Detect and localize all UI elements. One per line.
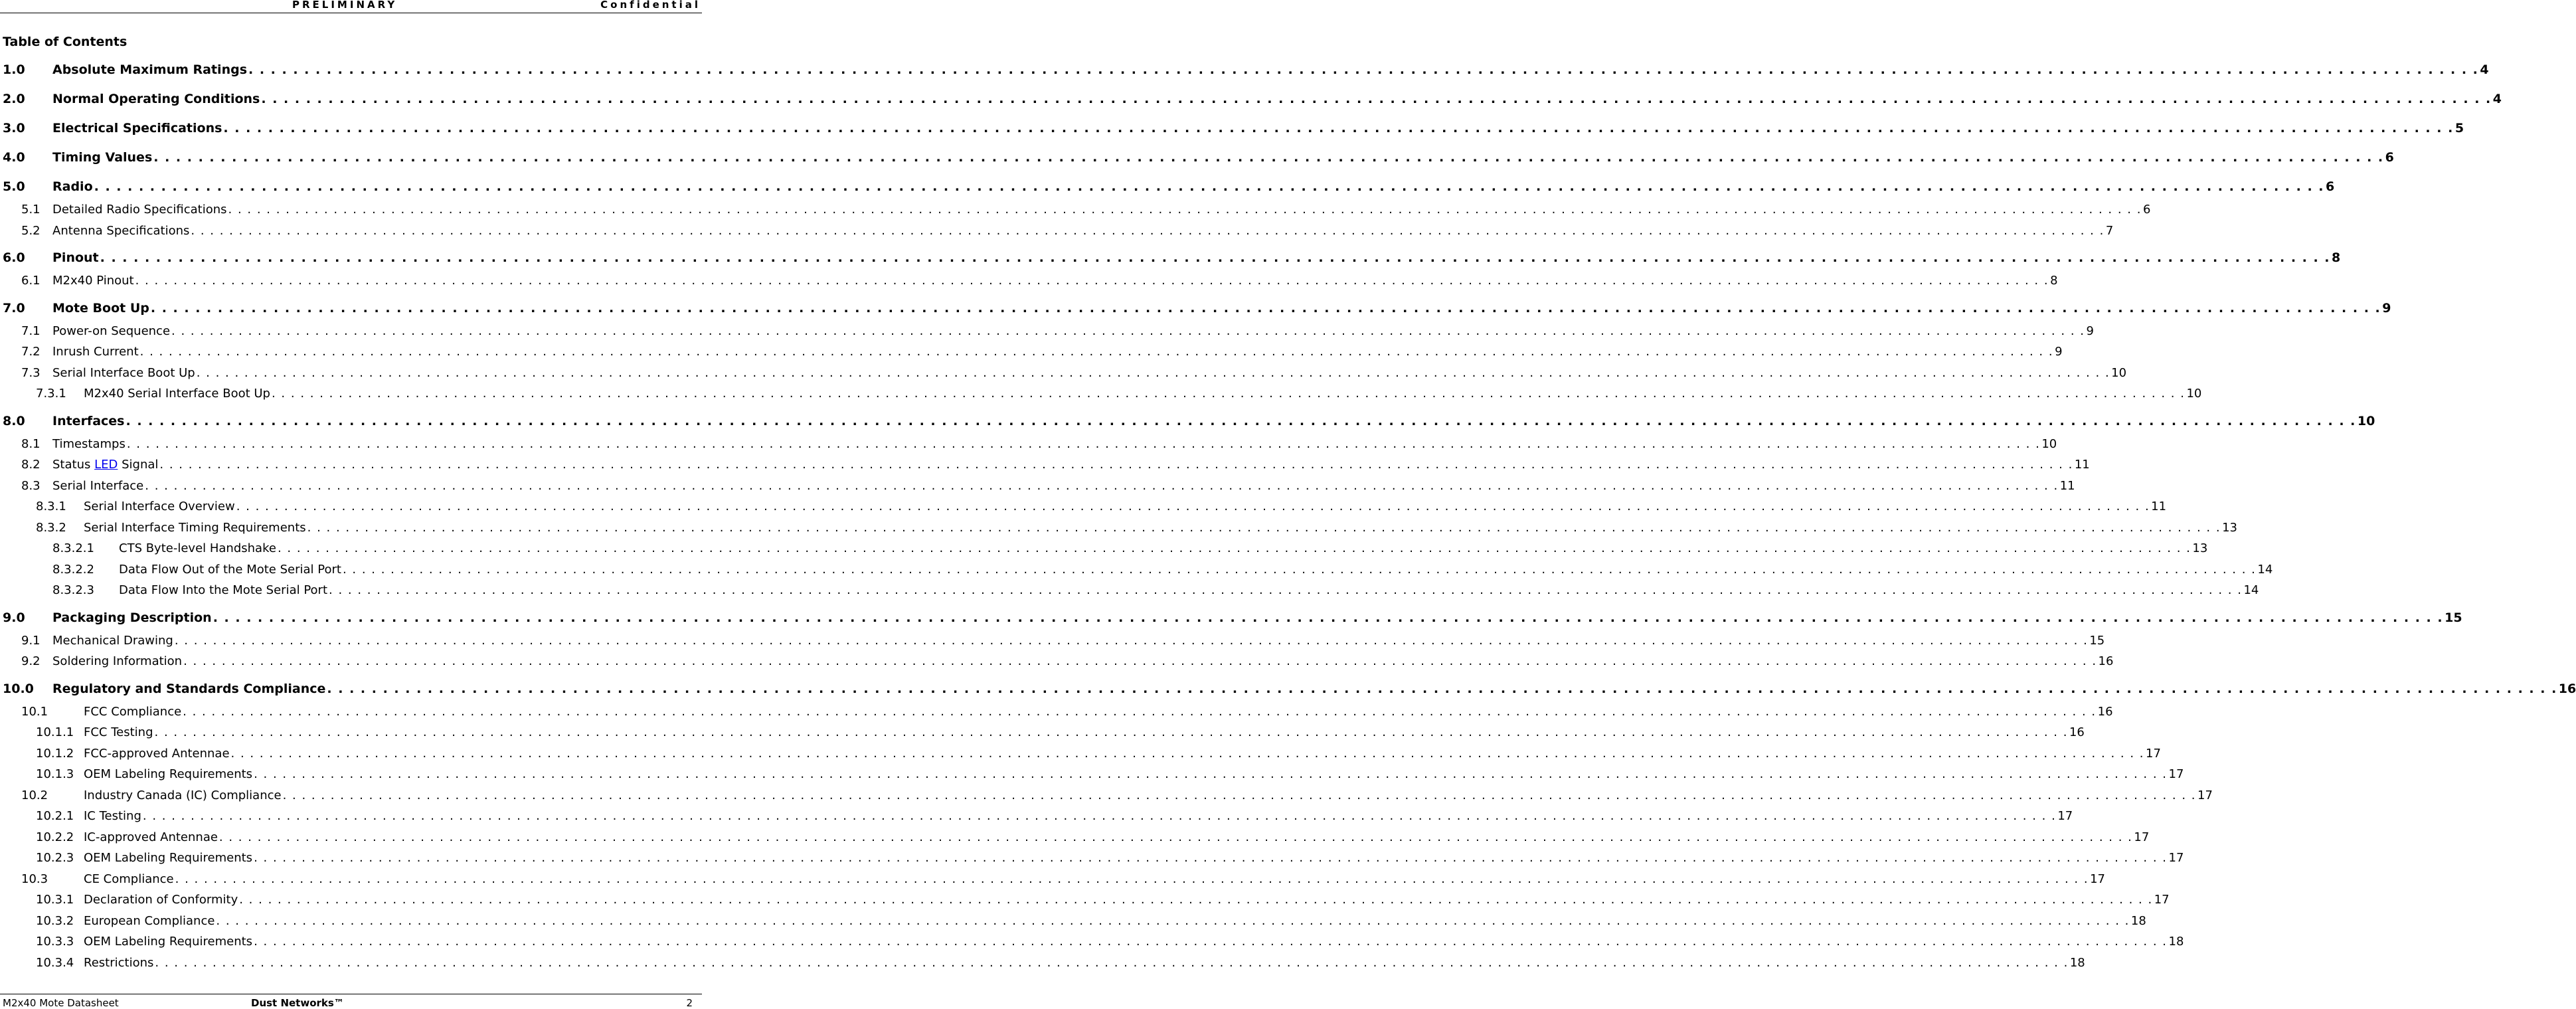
page-header <box>0 0 702 13</box>
toc-entry-page[interactable]: 6 <box>2142 203 2151 217</box>
dot-leader: . . . . . . . . . . . . . . . . . . . . . . . . . . . . . . . . . . . . . . . . . . . . . . . . . . . . . . . . . . . . . . . . . . . . . . . . . . . . . . . . . . . . . . . . . . . . . . . . . . . . . . . . . . . . . . . . . . . . . . . . . . . . . . . . . . . . . . . . . . . . . . . . . . . . . . . . . . . . . . . . . . . . . . . . . . . . . . . . . . . . . . . . . . . . . . . . . . . . . . . . <box>271 387 2186 401</box>
toc-entry-title[interactable] <box>52 203 227 217</box>
toc-entry-title[interactable] <box>119 583 327 597</box>
toc-entry-number: 10.2 <box>21 788 48 802</box>
toc-entry-title[interactable] <box>52 682 325 696</box>
toc-entry[interactable] <box>0 722 2085 743</box>
toc-entry[interactable] <box>0 476 2075 497</box>
toc-entry-number: 8.1 <box>21 436 41 451</box>
toc-entry-number: 6.1 <box>21 274 41 288</box>
toc-entry-page[interactable]: 13 <box>2222 520 2237 535</box>
dot-leader: . . . . . . . . . . . . . . . . . . . . . . . . . . . . . . . . . . . . . . . . . . . . . . . . . . . . . . . . . . . . . . . . . . . . . . . . . . . . . . . . . . . . . . . . . . . . . . . . . . . . . . . . . . . . . . . . . . . . . . . . . . . . . . . . . . . . . . . . . . . . . . . . . . . . . . . . . . . . . . . . . . . . . . . . . . . . . . . . . . . . . . . . . . . . . . . . . . . . . . . . <box>191 223 2104 238</box>
toc-entry[interactable] <box>0 145 2394 170</box>
dot-leader: . . . . . . . . . . . . . . . . . . . . . . . . . . . . . . . . . . . . . . . . . . . . . . . . . . . . . . . . . . . . . . . . . . . . . . . . . . . . . . . . . . . . . . . . . . . . . . . . . . . . . . . . . . . . . . . . . . . . . . . . . . . . . . . . . . . . . . . . . . . . . . . . . . . . . . . . . . . . . . . . . . . . . . . . . . . . . . . . . . . . . . . . . . . . . . . . . . . . . . . . <box>135 274 2049 288</box>
toc-entry-title[interactable] <box>52 301 149 316</box>
toc-entry[interactable] <box>0 174 2335 199</box>
dot-leader: . . . . . . . . . . . . . . . . . . . . . . . . . . . . . . . . . . . . . . . . . . . . . . . . . . . . . . . . . . . . . . . . . . . . . . . . . . . . . . . . . . . . . . . . . . . . . . . . . . . . . . . . . . . . . . . . . . . . . . . . . . . . . . . . . . . . . . . . . . . . . . . . . . . . . . . . . . . . . . . . . . . . . . . . . . . . . . . . . . . . . . . . . . . . . . . . . . . . . . . . <box>154 725 2068 740</box>
toc-entry[interactable] <box>0 296 2391 321</box>
toc-entry-title-text: Regulatory and Standards Compliance <box>52 681 326 696</box>
dot-leader: . . . . . . . . . . . . . . . . . . . . . . . . . . . . . . . . . . . . . . . . . . . . . . . . . . . . . . . . . . . . . . . . . . . . . . . . . . . . . . . . . . . . . . . . . . . . . . . . . . . . . . . . . . . . . . . . . . . . . . . . . . . . . . . . . . . . . . . . . . . . . . . . . . . . . . . . . . . . . . . . . . . . . . . . . . . . . . . . . . . . . . . . . . . . . . . . . . . . . . . . <box>100 250 2331 265</box>
toc-entry-number: 10.3.2 <box>36 913 74 928</box>
toc-entry-page[interactable]: 11 <box>2074 458 2090 472</box>
toc-entry-page[interactable]: 6 <box>2326 179 2335 194</box>
toc-entry-title-text: Absolute Maximum Ratings <box>52 62 248 77</box>
toc-entry[interactable] <box>0 270 2058 292</box>
toc-entry-title[interactable] <box>52 345 139 359</box>
toc-entry-title[interactable] <box>84 767 252 781</box>
toc-entry-page[interactable]: 17 <box>2197 788 2213 802</box>
toc-entry[interactable] <box>0 517 2237 539</box>
toc-entry-title-text: Inrush Current <box>52 345 139 359</box>
toc-entry-title-text: Normal Operating Conditions <box>52 92 260 106</box>
dot-leader: . . . . . . . . . . . . . . . . . . . . . . . . . . . . . . . . . . . . . . . . . . . . . . . . . . . . . . . . . . . . . . . . . . . . . . . . . . . . . . . . . . . . . . . . . . . . . . . . . . . . . . . . . . . . . . . . . . . . . . . . . . . . . . . . . . . . . . . . . . . . . . . . . . . . . . . . . . . . . . . . . . . . . . . . . . . . . . . . . . . . . . . . . . . . . . . . . . . . . . . . <box>175 871 2089 886</box>
toc-entry[interactable] <box>0 785 2213 806</box>
toc-entry-page[interactable]: 6 <box>2385 150 2394 165</box>
toc-entry-page[interactable]: 8 <box>2332 250 2341 265</box>
toc-entry-number: 8.3.2 <box>36 520 66 535</box>
toc-entry[interactable] <box>0 434 2057 455</box>
toc-entry-page[interactable]: 16 <box>2097 704 2113 719</box>
toc-entry-title[interactable] <box>84 747 230 761</box>
toc-entry[interactable] <box>0 605 2462 630</box>
dot-leader: . . . . . . . . . . . . . . . . . . . . . . . . . . . . . . . . . . . . . . . . . . . . . . . . . . . . . . . . . . . . . . . . . . . . . . . . . . . . . . . . . . . . . . . . . . . . . . . . . . . . . . . . . . . . . . . . . . . . . . . . . . . . . . . . . . . . . . . . . . . . . . . . . . . . . . . . . . . . . . . . . . . . . . . . . . . . . . . . . . . . . . . . . . . . . . . . . . . . . . . . <box>277 541 2191 556</box>
toc-entry[interactable] <box>0 931 2184 953</box>
dot-leader: . . . . . . . . . . . . . . . . . . . . . . . . . . . . . . . . . . . . . . . . . . . . . . . . . . . . . . . . . . . . . . . . . . . . . . . . . . . . . . . . . . . . . . . . . . . . . . . . . . . . . . . . . . . . . . . . . . . . . . . . . . . . . . . . . . . . . . . . . . . . . . . . . . . . . . . . . . . . . . . . . . . . . . . . . . . . . . . . . . . . . . . . . . . . . . . . . . . . . . . . <box>153 150 2384 165</box>
toc-entry-number: 10.3 <box>21 871 48 886</box>
toc-entry-page[interactable]: 16 <box>2098 654 2114 669</box>
toc-entry-page[interactable]: 7 <box>2105 223 2114 238</box>
toc-entry-title[interactable] <box>52 62 247 77</box>
toc-entry-title[interactable] <box>84 387 270 401</box>
toc-entry-number: 5.0 <box>3 179 25 194</box>
toc-entry-title-text: Antenna Specifications <box>52 223 190 238</box>
toc-entry-number: 7.1 <box>21 323 41 338</box>
toc-entry[interactable] <box>0 701 2113 723</box>
toc-entry-number: 5.2 <box>21 223 41 238</box>
toc-entry-title[interactable] <box>52 458 158 472</box>
toc-entry-title-text: Interfaces <box>52 413 125 428</box>
toc-entry-title[interactable] <box>52 224 189 238</box>
toc-entry-number: 5.1 <box>21 203 41 217</box>
toc-entry[interactable] <box>0 116 2464 141</box>
toc-entry-title[interactable] <box>84 725 153 739</box>
toc-entry-page[interactable]: 10 <box>2111 365 2127 380</box>
toc-entry-title[interactable] <box>84 956 153 970</box>
dot-leader: . . . . . . . . . . . . . . . . . . . . . . . . . . . . . . . . . . . . . . . . . . . . . . . . . . . . . . . . . . . . . . . . . . . . . . . . . . . . . . . . . . . . . . . . . . . . . . . . . . . . . . . . . . . . . . . . . . . . . . . . . . . . . . . . . . . . . . . . . . . . . . . . . . . . . . . . . . . . . . . . . . . . . . . . . . . . . . . . . . . . . . . . . . . . . . . . . . . . . . . . <box>307 520 2221 535</box>
toc-entry[interactable] <box>0 651 2114 672</box>
toc-entry-title-text: Status <box>52 458 91 472</box>
toc-entry-title-text: FCC-approved Antennae <box>84 746 230 761</box>
toc-entry-number: 10.0 <box>3 681 34 696</box>
toc-entry-page[interactable]: 17 <box>2154 893 2170 907</box>
toc-entry-number: 10.1.2 <box>36 746 74 761</box>
toc-entry-title[interactable] <box>84 893 238 907</box>
dot-leader: . . . . . . . . . . . . . . . . . . . . . . . . . . . . . . . . . . . . . . . . . . . . . . . . . . . . . . . . . . . . . . . . . . . . . . . . . . . . . . . . . . . . . . . . . . . . . . . . . . . . . . . . . . . . . . . . . . . . . . . . . . . . . . . . . . . . . . . . . . . . . . . . . . . . . . . . . . . . . . . . . . . . . . . . . . . . . . . . . . . . . . . . . . . . . . . . . . . . . . . . <box>139 345 2054 359</box>
toc-entry-title-text: European Compliance <box>84 913 215 928</box>
dot-leader: . . . . . . . . . . . . . . . . . . . . . . . . . . . . . . . . . . . . . . . . . . . . . . . . . . . . . . . . . . . . . . . . . . . . . . . . . . . . . . . . . . . . . . . . . . . . . . . . . . . . . . . . . . . . . . . . . . . . . . . . . . . . . . . . . . . . . . . . . . . . . . . . . . . . . . . . . . . . . . . . . . . . . . . . . . . . . . . . . . . . . . . . . . . . . . . . . . . . . . . . <box>159 458 2073 472</box>
toc-entry-number: 10.2.1 <box>36 809 74 824</box>
toc-entry[interactable] <box>0 245 2341 270</box>
toc-entry-number: 8.3.1 <box>36 500 66 514</box>
toc-entry-title[interactable] <box>119 563 341 577</box>
toc-entry-title[interactable] <box>52 274 134 288</box>
toc-entry-page[interactable]: 17 <box>2057 809 2073 824</box>
page-footer <box>0 994 702 1008</box>
toc-entry-page[interactable]: 10 <box>2186 387 2202 401</box>
toc-entry[interactable] <box>0 321 2094 342</box>
toc-entry[interactable] <box>0 57 2489 82</box>
dot-leader: . . . . . . . . . . . . . . . . . . . . . . . . . . . . . . . . . . . . . . . . . . . . . . . . . . . . . . . . . . . . . . . . . . . . . . . . . . . . . . . . . . . . . . . . . . . . . . . . . . . . . . . . . . . . . . . . . . . . . . . . . . . . . . . . . . . . . . . . . . . . . . . . . . . . . . . . . . . . . . . . . . . . . . . . . . . . . . . . . . . . . . . . . . . . . . . . . . . . . . . . <box>223 121 2454 136</box>
toc-entry-title-text: OEM Labeling Requirements <box>84 767 253 782</box>
toc-entry-title[interactable] <box>84 830 218 844</box>
toc-entry-title[interactable] <box>84 521 306 535</box>
toc-entry-title-text: Electrical Specifications <box>52 121 222 136</box>
toc-entry-number: 9.2 <box>21 654 41 669</box>
toc-entry-number: 3.0 <box>3 121 25 136</box>
toc-entry-number: 1.0 <box>3 62 25 77</box>
toc-entry[interactable] <box>0 869 2105 890</box>
toc-entry[interactable] <box>0 454 2090 476</box>
dot-leader: . . . . . . . . . . . . . . . . . . . . . . . . . . . . . . . . . . . . . . . . . . . . . . . . . . . . . . . . . . . . . . . . . . . . . . . . . . . . . . . . . . . . . . . . . . . . . . . . . . . . . . . . . . . . . . . . . . . . . . . . . . . . . . . . . . . . . . . . . . . . . . . . . . . . . . . . . . . . . . . . . . . . . . . . . . . . . . . . . . . . . . . . . . . . . . . . . . . . . . . . <box>213 610 2444 625</box>
toc-entry-title-text: IC Testing <box>84 809 141 824</box>
toc-entry-page[interactable]: 15 <box>2089 633 2105 648</box>
toc-entry[interactable] <box>0 743 2161 765</box>
toc-entry-number: 10.3.3 <box>36 935 74 949</box>
dot-leader: . . . . . . . . . . . . . . . . . . . . . . . . . . . . . . . . . . . . . . . . . . . . . . . . . . . . . . . . . . . . . . . . . . . . . . . . . . . . . . . . . . . . . . . . . . . . . . . . . . . . . . . . . . . . . . . . . . . . . . . . . . . . . . . . . . . . . . . . . . . . . . . . . . . . . . . . . . . . . . . . . . . . . . . . . . . . . . . . . . . . . . . . . . . . . . . . . . . . . . . . <box>94 179 2325 194</box>
toc-entry-title-text: Detailed Radio Specifications <box>52 203 227 217</box>
toc-entry-title[interactable] <box>52 634 173 648</box>
toc-entry[interactable] <box>0 221 2114 242</box>
toc-entry-page[interactable]: 10 <box>2357 413 2375 428</box>
toc-entry-number: 10.1.1 <box>36 725 74 740</box>
toc-entry-title[interactable] <box>52 437 126 451</box>
toc-entry-number: 8.3 <box>21 478 41 493</box>
toc-entry-number: 8.2 <box>21 458 41 472</box>
dot-leader: . . . . . . . . . . . . . . . . . . . . . . . . . . . . . . . . . . . . . . . . . . . . . . . . . . . . . . . . . . . . . . . . . . . . . . . . . . . . . . . . . . . . . . . . . . . . . . . . . . . . . . . . . . . . . . . . . . . . . . . . . . . . . . . . . . . . . . . . . . . . . . . . . . . . . . . . . . . . . . . . . . . . . . . . . . . . . . . . . . . . . . . . . . . . . . . . . . . . . . . . <box>174 633 2089 648</box>
toc-entry-page[interactable]: 15 <box>2445 610 2462 625</box>
toc-entry-page[interactable]: 14 <box>2257 562 2273 577</box>
dot-leader: . . . . . . . . . . . . . . . . . . . . . . . . . . . . . . . . . . . . . . . . . . . . . . . . . . . . . . . . . . . . . . . . . . . . . . . . . . . . . . . . . . . . . . . . . . . . . . . . . . . . . . . . . . . . . . . . . . . . . . . . . . . . . . . . . . . . . . . . . . . . . . . . . . . . . . . . . . . . . . . . . . . . . . . . . . . . . . . . . . . . . . . . . . . . . . . . . . . . . . . . <box>254 767 2168 782</box>
toc-entry-page[interactable]: 13 <box>2192 541 2208 556</box>
toc-entry-page[interactable]: 9 <box>2055 345 2063 359</box>
dot-leader: . . . . . . . . . . . . . . . . . . . . . . . . . . . . . . . . . . . . . . . . . . . . . . . . . . . . . . . . . . . . . . . . . . . . . . . . . . . . . . . . . . . . . . . . . . . . . . . . . . . . . . . . . . . . . . . . . . . . . . . . . . . . . . . . . . . . . . . . . . . . . . . . . . . . . . . . . . . . . . . . . . . . . . . . . . . . . . . . . . . . . . . . . . . . . . . . . . . . . . . . <box>254 851 2168 866</box>
toc-entry[interactable] <box>0 538 2208 559</box>
toc-entry-title-text: Serial Interface <box>52 478 144 493</box>
toc-entry-number: 9.0 <box>3 610 25 625</box>
toc-entry-title[interactable] <box>52 92 260 106</box>
toc-entry-page[interactable]: 4 <box>2480 62 2489 77</box>
toc-entry-title-text: IC-approved Antennae <box>84 830 218 844</box>
dot-leader: . . . . . . . . . . . . . . . . . . . . . . . . . . . . . . . . . . . . . . . . . . . . . . . . . . . . . . . . . . . . . . . . . . . . . . . . . . . . . . . . . . . . . . . . . . . . . . . . . . . . . . . . . . . . . . . . . . . . . . . . . . . . . . . . . . . . . . . . . . . . . . . . . . . . . . . . . . . . . . . . . . . . . . . . . . . . . . . . . . . . . . . . . . . . . . . . . . . . . . . . <box>126 413 2356 428</box>
toc-entry[interactable] <box>0 86 2502 112</box>
toc-entry-page[interactable]: 14 <box>2243 583 2259 598</box>
toc-entry[interactable] <box>0 676 2576 701</box>
toc-entry-page[interactable]: 9 <box>2086 323 2094 338</box>
toc-entry-title[interactable] <box>84 788 282 802</box>
toc-entry-title[interactable] <box>84 851 252 865</box>
toc-entry[interactable] <box>0 848 2184 869</box>
dot-leader: . . . . . . . . . . . . . . . . . . . . . . . . . . . . . . . . . . . . . . . . . . . . . . . . . . . . . . . . . . . . . . . . . . . . . . . . . . . . . . . . . . . . . . . . . . . . . . . . . . . . . . . . . . . . . . . . . . . . . . . . . . . . . . . . . . . . . . . . . . . . . . . . . . . . . . . . . . . . . . . . . . . . . . . . . . . . . . . . . . . . . . . . . . . . . . . . . . . . . . . . <box>142 809 2057 824</box>
dot-leader: . . . . . . . . . . . . . . . . . . . . . . . . . . . . . . . . . . . . . . . . . . . . . . . . . . . . . . . . . . . . . . . . . . . . . . . . . . . . . . . . . . . . . . . . . . . . . . . . . . . . . . . . . . . . . . . . . . . . . . . . . . . . . . . . . . . . . . . . . . . . . . . . . . . . . . . . . . . . . . . . . . . . . . . . . . . . . . . . . . . . . . . . . . . . . . . . . . . . . . . . <box>228 203 2142 217</box>
toc-entry-title[interactable] <box>84 809 141 823</box>
toc-entry-title[interactable] <box>52 324 170 338</box>
toc-entry-page[interactable]: 11 <box>2151 500 2167 514</box>
dot-leader: . . . . . . . . . . . . . . . . . . . . . . . . . . . . . . . . . . . . . . . . . . . . . . . . . . . . . . . . . . . . . . . . . . . . . . . . . . . . . . . . . . . . . . . . . . . . . . . . . . . . . . . . . . . . . . . . . . . . . . . . . . . . . . . . . . . . . . . . . . . . . . . . . . . . . . . . . . . . . . . . . . . . . . . . . . . . . . . . . . . . . . . . . . . . . . . . . . . . . . . . <box>239 893 2153 907</box>
led-link[interactable]: LED <box>94 458 118 472</box>
toc-entry-title[interactable] <box>52 179 93 194</box>
toc-entry[interactable] <box>0 911 2146 932</box>
dot-leader: . . . . . . . . . . . . . . . . . . . . . . . . . . . . . . . . . . . . . . . . . . . . . . . . . . . . . . . . . . . . . . . . . . . . . . . . . . . . . . . . . . . . . . . . . . . . . . . . . . . . . . . . . . . . . . . . . . . . . . . . . . . . . . . . . . . . . . . . . . . . . . . . . . . . . . . . . . . . . . . . . . . . . . . . . . . . . . . . . . . . . . . . . . . . . . . . . . . . . . . . <box>196 365 2110 380</box>
toc-entry-title[interactable] <box>52 610 212 625</box>
toc-entry-title-text: Restrictions <box>84 955 154 970</box>
toc-entry-page[interactable]: 17 <box>2168 767 2184 782</box>
toc-entry-title[interactable] <box>52 366 195 380</box>
toc-entry[interactable] <box>0 827 2150 848</box>
toc-entry-title-text: Industry Canada (IC) Compliance <box>84 788 282 802</box>
toc-entry[interactable] <box>0 409 2375 434</box>
toc-entry[interactable] <box>0 496 2167 517</box>
toc-entry[interactable] <box>0 383 2202 405</box>
toc-entry-title-text: Timing Values <box>52 150 153 165</box>
toc-entry-page[interactable]: 11 <box>2059 478 2075 493</box>
toc-entry-number: 8.3.2.2 <box>52 562 94 577</box>
dot-leader: . . . . . . . . . . . . . . . . . . . . . . . . . . . . . . . . . . . . . . . . . . . . . . . . . . . . . . . . . . . . . . . . . . . . . . . . . . . . . . . . . . . . . . . . . . . . . . . . . . . . . . . . . . . . . . . . . . . . . . . . . . . . . . . . . . . . . . . . . . . . . . . . . . . . . . . . . . . . . . . . . . . . . . . . . . . . . . . . . . . . . . . . . . . . . . . . . . . . . . . . <box>282 788 2197 802</box>
page-number: 2 <box>686 997 693 1009</box>
toc-entry-title[interactable] <box>84 500 235 513</box>
toc-entry[interactable] <box>0 806 2073 827</box>
toc-entry-title-suffix: Signal <box>122 458 159 472</box>
dot-leader: . . . . . . . . . . . . . . . . . . . . . . . . . . . . . . . . . . . . . . . . . . . . . . . . . . . . . . . . . . . . . . . . . . . . . . . . . . . . . . . . . . . . . . . . . . . . . . . . . . . . . . . . . . . . . . . . . . . . . . . . . . . . . . . . . . . . . . . . . . . . . . . . . . . . . . . . . . . . . . . . . . . . . . . . . . . . . . . . . . . . . . . . . . . . . . . . . . . . . . . . <box>236 500 2150 514</box>
toc-entry-title-text: Serial Interface Timing Requirements <box>84 520 306 535</box>
toc-entry-number: 8.3.2.1 <box>52 541 94 556</box>
toc-entry-title[interactable] <box>84 872 174 886</box>
toc-entry-number: 2.0 <box>3 92 25 106</box>
dot-leader: . . . . . . . . . . . . . . . . . . . . . . . . . . . . . . . . . . . . . . . . . . . . . . . . . . . . . . . . . . . . . . . . . . . . . . . . . . . . . . . . . . . . . . . . . . . . . . . . . . . . . . . . . . . . . . . . . . . . . . . . . . . . . . . . . . . . . . . . . . . . . . . . . . . . . . . . . . . . . . . . . . . . . . . . . . . . . . . . . . . . . . . . . . . . . . . . . . . . . . . . <box>145 478 2059 493</box>
toc-entry[interactable] <box>0 580 2259 601</box>
toc-entry[interactable] <box>0 363 2127 384</box>
toc-entry-page[interactable]: 5 <box>2454 121 2464 136</box>
dot-leader: . . . . . . . . . . . . . . . . . . . . . . . . . . . . . . . . . . . . . . . . . . . . . . . . . . . . . . . . . . . . . . . . . . . . . . . . . . . . . . . . . . . . . . . . . . . . . . . . . . . . . . . . . . . . . . . . . . . . . . . . . . . . . . . . . . . . . . . . . . . . . . . . . . . . . . . . . . . . . . . . . . . . . . . . . . . . . . . . . . . . . . . . . . . . . . . . . . . . . . . . <box>230 746 2144 761</box>
toc-entry-title-text: FCC Testing <box>84 725 153 740</box>
dot-leader: . . . . . . . . . . . . . . . . . . . . . . . . . . . . . . . . . . . . . . . . . . . . . . . . . . . . . . . . . . . . . . . . . . . . . . . . . . . . . . . . . . . . . . . . . . . . . . . . . . . . . . . . . . . . . . . . . . . . . . . . . . . . . . . . . . . . . . . . . . . . . . . . . . . . . . . . . . . . . . . . . . . . . . . . . . . . . . . . . . . . . . . . . . . . . . . . . . . . . . . . <box>329 583 2243 598</box>
toc-entry-number: 10.2.3 <box>36 851 74 866</box>
toc-entry-number: 7.0 <box>3 300 25 316</box>
toc-entry-title-text: OEM Labeling Requirements <box>84 851 253 866</box>
toc-entry-number: 7.3 <box>21 365 41 380</box>
toc-entry-number: 9.1 <box>21 633 41 648</box>
toc-entry-page[interactable]: 16 <box>2558 681 2576 696</box>
toc-entry-title-text: CE Compliance <box>84 871 174 886</box>
dot-leader: . . . . . . . . . . . . . . . . . . . . . . . . . . . . . . . . . . . . . . . . . . . . . . . . . . . . . . . . . . . . . . . . . . . . . . . . . . . . . . . . . . . . . . . . . . . . . . . . . . . . . . . . . . . . . . . . . . . . . . . . . . . . . . . . . . . . . . . . . . . . . . . . . . . . . . . . . . . . . . . . . . . . . . . . . . . . . . . . . . . . . . . . . . . . . . . . . . . . . . . . <box>183 654 2097 669</box>
toc-entry-title-text: M2x40 Pinout <box>52 274 134 288</box>
toc-entry[interactable] <box>0 764 2184 785</box>
confidential-label: Confidential <box>600 0 701 11</box>
toc-entry-title[interactable] <box>52 414 124 428</box>
dot-leader: . . . . . . . . . . . . . . . . . . . . . . . . . . . . . . . . . . . . . . . . . . . . . . . . . . . . . . . . . . . . . . . . . . . . . . . . . . . . . . . . . . . . . . . . . . . . . . . . . . . . . . . . . . . . . . . . . . . . . . . . . . . . . . . . . . . . . . . . . . . . . . . . . . . . . . . . . . . . . . . . . . . . . . . . . . . . . . . . . . . . . . . . . . . . . . . . . . . . . . . . <box>327 681 2557 696</box>
toc-entry-page[interactable]: 18 <box>2168 935 2184 949</box>
toc-entry-page[interactable]: 17 <box>2168 851 2184 866</box>
preliminary-label: PRELIMINARY <box>292 0 398 11</box>
toc-entry-number: 7.3.1 <box>36 387 66 401</box>
toc-entry-title-text: OEM Labeling Requirements <box>84 935 253 949</box>
dot-leader: . . . . . . . . . . . . . . . . . . . . . . . . . . . . . . . . . . . . . . . . . . . . . . . . . . . . . . . . . . . . . . . . . . . . . . . . . . . . . . . . . . . . . . . . . . . . . . . . . . . . . . . . . . . . . . . . . . . . . . . . . . . . . . . . . . . . . . . . . . . . . . . . . . . . . . . . . . . . . . . . . . . . . . . . . . . . . . . . . . . . . . . . . . . . . . . . . . . . . . . . <box>155 955 2069 970</box>
dot-leader: . . . . . . . . . . . . . . . . . . . . . . . . . . . . . . . . . . . . . . . . . . . . . . . . . . . . . . . . . . . . . . . . . . . . . . . . . . . . . . . . . . . . . . . . . . . . . . . . . . . . . . . . . . . . . . . . . . . . . . . . . . . . . . . . . . . . . . . . . . . . . . . . . . . . . . . . . . . . . . . . . . . . . . . . . . . . . . . . . . . . . . . . . . . . . . . . . . . . . . . . <box>248 62 2479 77</box>
toc-entry-title-text: M2x40 Serial Interface Boot Up <box>84 387 270 401</box>
dot-leader: . . . . . . . . . . . . . . . . . . . . . . . . . . . . . . . . . . . . . . . . . . . . . . . . . . . . . . . . . . . . . . . . . . . . . . . . . . . . . . . . . . . . . . . . . . . . . . . . . . . . . . . . . . . . . . . . . . . . . . . . . . . . . . . . . . . . . . . . . . . . . . . . . . . . . . . . . . . . . . . . . . . . . . . . . . . . . . . . . . . . . . . . . . . . . . . . . . . . . . . . <box>254 935 2168 949</box>
toc-entry-number: 10.2.2 <box>36 830 74 844</box>
toc-entry-page[interactable]: 9 <box>2382 300 2391 316</box>
document-name: M2x40 Mote Datasheet <box>3 997 119 1009</box>
toc-entry-title[interactable] <box>119 541 276 555</box>
toc-entry-number: 10.3.1 <box>36 893 74 907</box>
toc-entry-title[interactable] <box>52 479 143 493</box>
toc-entry-title[interactable] <box>84 914 215 928</box>
toc-entry-title-text: Mote Boot Up <box>52 300 149 316</box>
toc-entry-number: 8.3.2.3 <box>52 583 94 598</box>
dot-leader: . . . . . . . . . . . . . . . . . . . . . . . . . . . . . . . . . . . . . . . . . . . . . . . . . . . . . . . . . . . . . . . . . . . . . . . . . . . . . . . . . . . . . . . . . . . . . . . . . . . . . . . . . . . . . . . . . . . . . . . . . . . . . . . . . . . . . . . . . . . . . . . . . . . . . . . . . . . . . . . . . . . . . . . . . . . . . . . . . . . . . . . . . . . . . . . . . . . . . . . . <box>183 704 2097 719</box>
toc-entry-title-text: Data Flow Out of the Mote Serial Port <box>119 562 341 577</box>
toc-entry-number: 7.2 <box>21 345 41 359</box>
toc-entry-page[interactable]: 18 <box>2069 955 2085 970</box>
dot-leader: . . . . . . . . . . . . . . . . . . . . . . . . . . . . . . . . . . . . . . . . . . . . . . . . . . . . . . . . . . . . . . . . . . . . . . . . . . . . . . . . . . . . . . . . . . . . . . . . . . . . . . . . . . . . . . . . . . . . . . . . . . . . . . . . . . . . . . . . . . . . . . . . . . . . . . . . . . . . . . . . . . . . . . . . . . . . . . . . . . . . . . . . . . . . . . . . . . . . . . . . <box>126 436 2041 451</box>
toc-entry-title-text: Power-on Sequence <box>52 323 171 338</box>
toc-entry-title[interactable] <box>52 121 222 136</box>
toc-entry[interactable] <box>0 199 2151 221</box>
table-of-contents <box>0 57 2576 973</box>
toc-entry-title[interactable] <box>52 150 152 165</box>
toc-entry-title[interactable] <box>84 935 252 949</box>
toc-entry[interactable] <box>0 559 2273 581</box>
dot-leader: . . . . . . . . . . . . . . . . . . . . . . . . . . . . . . . . . . . . . . . . . . . . . . . . . . . . . . . . . . . . . . . . . . . . . . . . . . . . . . . . . . . . . . . . . . . . . . . . . . . . . . . . . . . . . . . . . . . . . . . . . . . . . . . . . . . . . . . . . . . . . . . . . . . . . . . . . . . . . . . . . . . . . . . . . . . . . . . . . . . . . . . . . . . . . . . . . . . . . . . . <box>218 830 2133 844</box>
toc-entry-title-text: Radio <box>52 179 93 194</box>
toc-entry-page[interactable]: 17 <box>2134 830 2150 844</box>
toc-entry[interactable] <box>0 630 2105 652</box>
toc-entry-title-text: Timestamps <box>52 436 126 451</box>
dot-leader: . . . . . . . . . . . . . . . . . . . . . . . . . . . . . . . . . . . . . . . . . . . . . . . . . . . . . . . . . . . . . . . . . . . . . . . . . . . . . . . . . . . . . . . . . . . . . . . . . . . . . . . . . . . . . . . . . . . . . . . . . . . . . . . . . . . . . . . . . . . . . . . . . . . . . . . . . . . . . . . . . . . . . . . . . . . . . . . . . . . . . . . . . . . . . . . . . . . . . . . . <box>171 323 2085 338</box>
toc-entry-page[interactable]: 16 <box>2069 725 2085 740</box>
toc-entry-number: 4.0 <box>3 150 25 165</box>
toc-entry-number: 10.1.3 <box>36 767 74 782</box>
company-name: Dust Networks™ <box>251 997 344 1009</box>
toc-entry-page[interactable]: 8 <box>2050 274 2058 288</box>
toc-entry-page[interactable]: 17 <box>2146 746 2161 761</box>
toc-entry-page[interactable]: 18 <box>2130 913 2146 928</box>
toc-entry-title-text: Packaging Description <box>52 610 212 625</box>
dot-leader: . . . . . . . . . . . . . . . . . . . . . . . . . . . . . . . . . . . . . . . . . . . . . . . . . . . . . . . . . . . . . . . . . . . . . . . . . . . . . . . . . . . . . . . . . . . . . . . . . . . . . . . . . . . . . . . . . . . . . . . . . . . . . . . . . . . . . . . . . . . . . . . . . . . . . . . . . . . . . . . . . . . . . . . . . . . . . . . . . . . . . . . . . . . . . . . . . . . . . . . . <box>216 913 2130 928</box>
toc-entry-number: 10.1 <box>21 704 48 719</box>
toc-entry-title-text: Declaration of Conformity <box>84 893 238 907</box>
toc-entry[interactable] <box>0 889 2170 911</box>
toc-entry-title-text: Pinout <box>52 250 99 265</box>
toc-entry-title[interactable] <box>84 705 181 719</box>
toc-entry-title-text: Mechanical Drawing <box>52 633 173 648</box>
toc-entry-page[interactable]: 4 <box>2492 92 2502 106</box>
toc-entry-title-text: CTS Byte-level Handshake <box>119 541 276 556</box>
toc-entry-title-text: Data Flow Into the Mote Serial Port <box>119 583 328 598</box>
toc-entry-title[interactable] <box>52 250 99 265</box>
toc-entry-title-text: Serial Interface Overview <box>84 500 235 514</box>
toc-entry-page[interactable]: 10 <box>2041 436 2057 451</box>
dot-leader: . . . . . . . . . . . . . . . . . . . . . . . . . . . . . . . . . . . . . . . . . . . . . . . . . . . . . . . . . . . . . . . . . . . . . . . . . . . . . . . . . . . . . . . . . . . . . . . . . . . . . . . . . . . . . . . . . . . . . . . . . . . . . . . . . . . . . . . . . . . . . . . . . . . . . . . . . . . . . . . . . . . . . . . . . . . . . . . . . . . . . . . . . . . . . . . . . . . . . . . . <box>261 92 2492 106</box>
toc-entry-title-text: Serial Interface Boot Up <box>52 365 195 380</box>
dot-leader: . . . . . . . . . . . . . . . . . . . . . . . . . . . . . . . . . . . . . . . . . . . . . . . . . . . . . . . . . . . . . . . . . . . . . . . . . . . . . . . . . . . . . . . . . . . . . . . . . . . . . . . . . . . . . . . . . . . . . . . . . . . . . . . . . . . . . . . . . . . . . . . . . . . . . . . . . . . . . . . . . . . . . . . . . . . . . . . . . . . . . . . . . . . . . . . . . . . . . . . . <box>342 562 2257 577</box>
toc-entry-number: 6.0 <box>3 250 25 265</box>
toc-entry-number: 10.3.4 <box>36 955 74 970</box>
toc-heading: Table of Contents <box>3 35 128 49</box>
toc-entry-title-text: FCC Compliance <box>84 704 182 719</box>
dot-leader: . . . . . . . . . . . . . . . . . . . . . . . . . . . . . . . . . . . . . . . . . . . . . . . . . . . . . . . . . . . . . . . . . . . . . . . . . . . . . . . . . . . . . . . . . . . . . . . . . . . . . . . . . . . . . . . . . . . . . . . . . . . . . . . . . . . . . . . . . . . . . . . . . . . . . . . . . . . . . . . . . . . . . . . . . . . . . . . . . . . . . . . . . . . . . . . . . . . . . . . . <box>150 300 2381 316</box>
toc-entry-page[interactable]: 17 <box>2090 871 2105 886</box>
toc-entry[interactable] <box>0 341 2063 363</box>
toc-entry[interactable] <box>0 953 2085 974</box>
toc-entry-title[interactable] <box>52 654 182 668</box>
toc-entry-title-text: Soldering Information <box>52 654 183 669</box>
toc-entry-number: 8.0 <box>3 413 25 428</box>
